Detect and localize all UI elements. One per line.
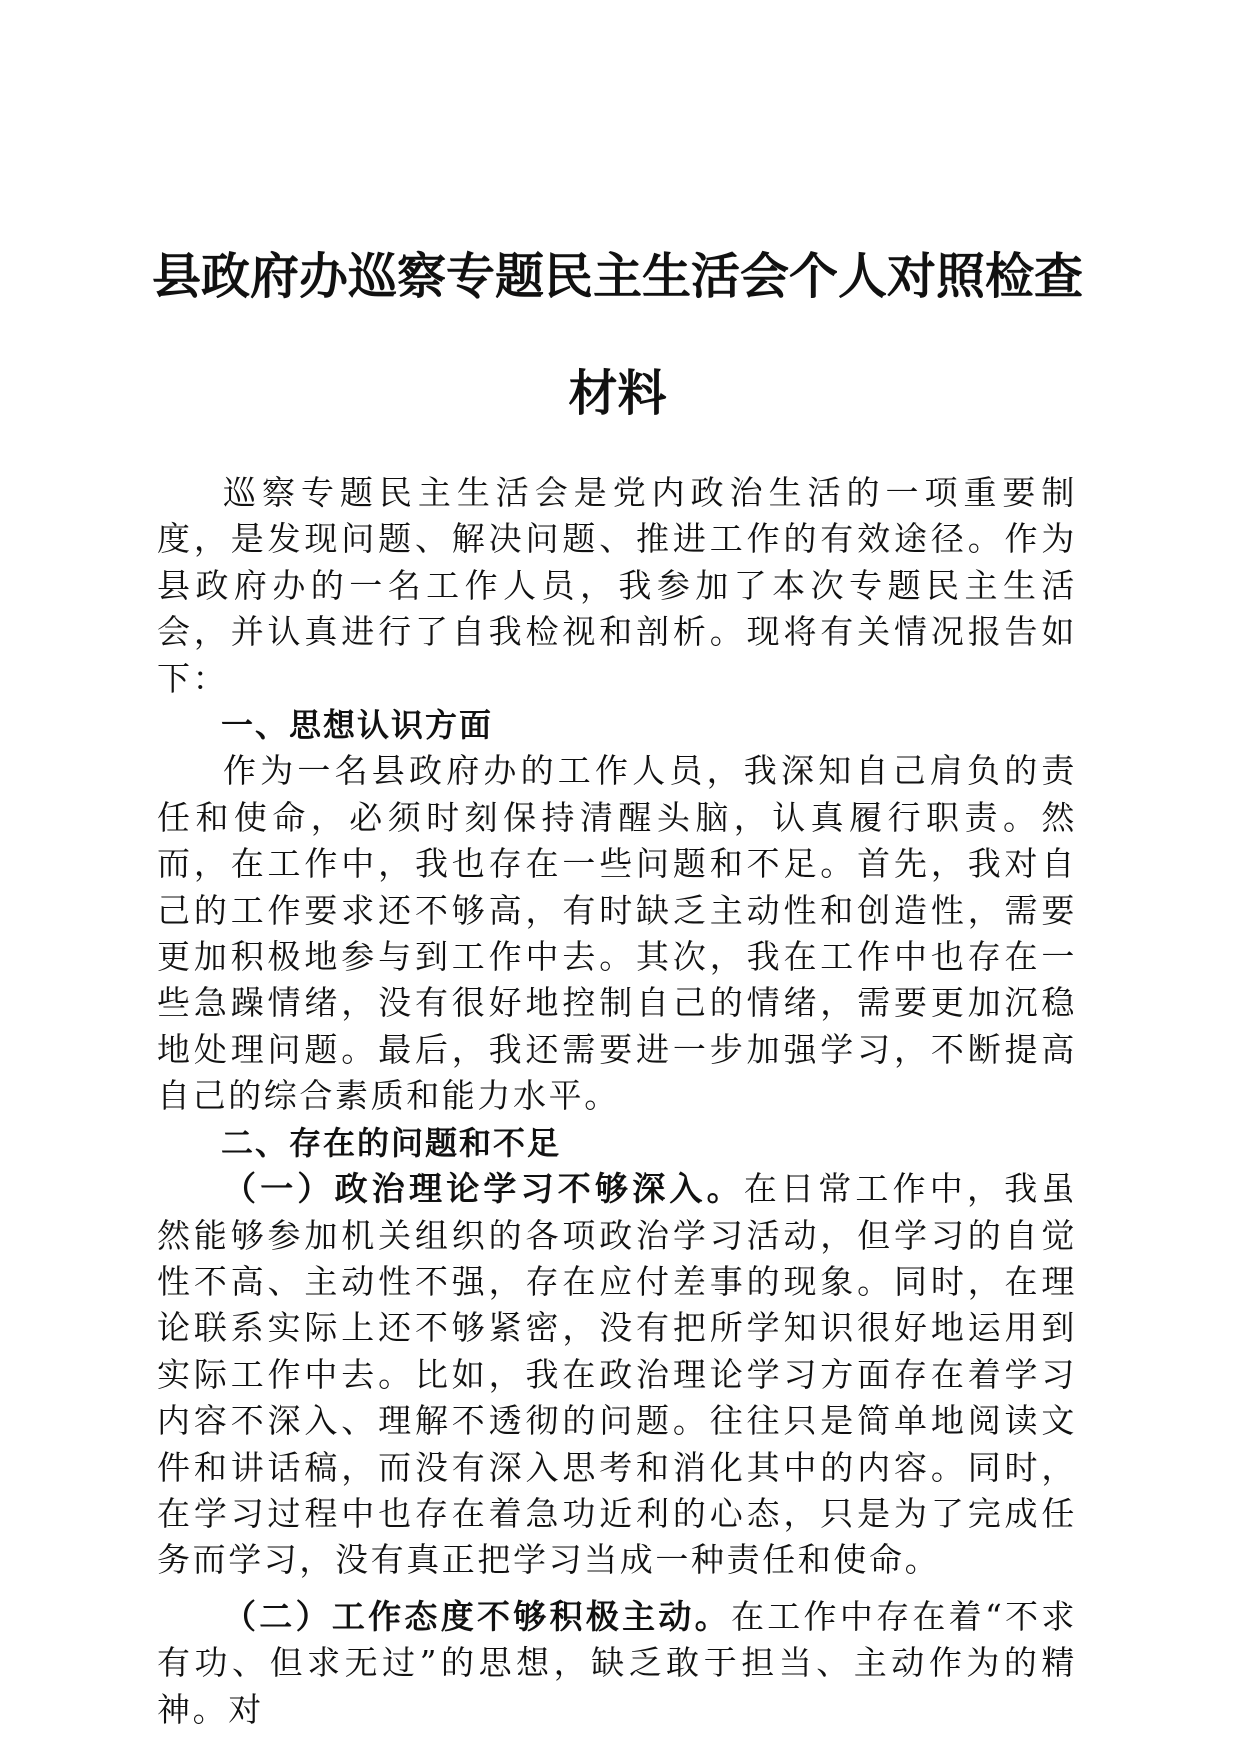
problem-item-text: 在日常工作中，我虽然能够参加机关组织的各项政治学习活动，但学习的自觉性不高、主动性不强，存在应付差事的现象。同时，在理论联系实际上还不够紧密，没有把所学知识很好地运用到实际工作中去。比如，我在政治理论学习方面存在着学习内容不深入、理解不透彻的问题。往往只是简单地阅读文件和讲话稿，而没有深入思考和消化其中的内容。同时，在学习过程中也存在着急功近利的心态，只是为了完成任务而学习，没有真正把学习当成一种责任和使命。 <box>157 1169 1077 1580</box>
section-heading-problems: 二、存在的问题和不足 <box>221 1123 562 1162</box>
intro-paragraph: 巡察专题民主生活会是党内政治生活的一项重要制度，是发现问题、解决问题、推进工作的有效途径。作为县政府办的一名工作人员，我参加了本次专题民主生活会，并认真进行了自我检视和剖析。现将有关情况报告如下： <box>157 473 1077 698</box>
problem-item-title: （一）政治理论学习不够深入。 <box>223 1169 744 1209</box>
problem-item-work-attitude <box>157 1594 1077 1733</box>
problem-item-text: 在工作中存在着“不求有功、但求无过”的思想，缺乏敢于担当、主动作为的精神。对 <box>157 1596 1077 1729</box>
problem-item-title: （二）工作态度不够积极主动。 <box>223 1596 731 1636</box>
document-body <box>157 470 1077 1733</box>
document-title: 县政府办巡察专题民主生活会个人对照检查材料 <box>151 248 1083 422</box>
problem-item-theory-study <box>157 1166 1077 1584</box>
section-heading-thinking: 一、思想认识方面 <box>221 706 494 745</box>
section-thinking-paragraph: 作为一名县政府办的工作人员，我深知自己肩负的责任和使命，必须时刻保持清醒头脑，认真履行职责。然而，在工作中，我也存在一些问题和不足。首先，我对自己的工作要求还不够高，有时缺乏主动性和创造性，需要更加积极地参与到工作中去。其次，我在工作中也存在一些急躁情绪，没有很好地控制自己的情绪，需要更加沉稳地处理问题。最后，我还需要进一步加强学习，不断提高自己的综合素质和能力水平。 <box>157 751 1077 1116</box>
paragraph-gap <box>157 1584 1077 1594</box>
